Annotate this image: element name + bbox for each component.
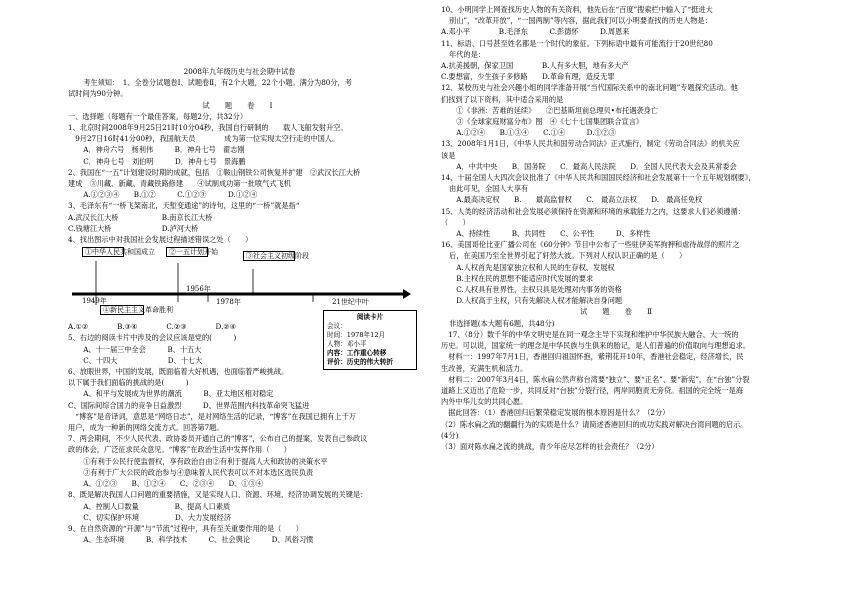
text-line: 17、（8分）数千年的中华文明史是在同一观念主导下实现和维护中华民族大融合、大一统的 xyxy=(441,329,739,339)
text-line: C、国际间综合国力的竞争日益激烈 D、世界范围内科技革命突飞猛进 xyxy=(68,400,310,410)
text-line: 年代的是： xyxy=(449,49,485,59)
text-line: “博客”是音译词，意思是“网络日志”，是对网络生活的记录，“博客”在我国已拥有上千万 xyxy=(68,411,356,421)
text-line: 3、毛泽东有“一桥飞架南北，天堑变通途”的诗句，这里的“一桥”就是指“ xyxy=(68,201,300,211)
text-line: 别山”，“改革开放”，“一国两制”等内容，据此我们可以小明要查找的历史人物是： xyxy=(449,16,712,26)
text-line: 14、十届全国人大四次会议批准了《中华人民共和国国民经济和社会发展第十一个五年规划纲要》， xyxy=(441,173,756,183)
text-line: C.要想富，少生孩子多修路 D.革命有理，造反无罪 xyxy=(441,72,615,82)
text-line: (4分) xyxy=(441,430,459,440)
text-line: C.人权具有世界性，主权只具是处理对内事务的资格 xyxy=(449,285,622,295)
timeline-box-2: ②一五计划开始 xyxy=(166,247,208,257)
text-line: 试 题 卷 Ⅰ xyxy=(202,100,277,110)
text-line: A.①② B.③④ C.②③ D.②④ xyxy=(68,322,237,332)
text-line: 一、选择题（每题有一个最佳答案，每题2分，共32分） xyxy=(68,111,248,121)
left-column xyxy=(68,66,411,545)
text-line: 考生须知： 1、全卷分试题卷Ⅰ、试题卷Ⅱ，有2个大题，22个小题。满分为80分，考 xyxy=(76,78,352,88)
timeline-box-4: ④新民主主义革命胜利 xyxy=(100,305,144,315)
text-line: A、十一届三中全会 B、十五大 xyxy=(76,344,202,354)
right-column xyxy=(441,4,795,452)
text-line: D.人权高于主权，只有先解决人权才能解决自身问题 xyxy=(449,296,623,306)
text-line: 生改善，充满生机和活力。 xyxy=(441,363,528,373)
text-line: 4、找出图示中对我国社会发展过程描述错误之处（ ） xyxy=(68,235,253,245)
text-line: 2、我国在“一五”计划建设时期的成就，包括 ①鞍山钢铁公司恢复并扩建 ②武汉长江大桥 xyxy=(68,167,361,177)
reading-card-row: 评价：历史的伟大转折 xyxy=(327,358,393,366)
text-line: 9月27日16时41分00秒，我国航天员 成为第一位实现太空行走的中国人。 xyxy=(68,134,340,144)
text-line: A、控制人口数量 B、提高人口素质 xyxy=(76,501,231,511)
text-line: C．神舟七号 刘伯明 D．神舟七号 景海鹏 xyxy=(76,156,246,166)
text-line: A．神舟六号 杨利伟 B．神舟七号 翟志刚 xyxy=(76,145,245,155)
text-line: 用户，成为一种新的网络交流方式。回答第7题。 xyxy=(68,423,224,433)
text-line: A.武汉长江大桥 B.南京长江大桥 xyxy=(68,212,213,222)
text-line: ①有利于公民行使监督权，享有政治自由②有利于提高人大和政协的决策水平 xyxy=(76,456,328,466)
text-line: （ ） xyxy=(441,217,470,227)
text-line: 5、右边的阅读卡片中涉及的会议应该是党的( ) xyxy=(68,333,237,343)
text-line: 13、2008年1月1日，《中华人民共和国劳动合同法》正式施行，制定《劳动合同法》的机关应 xyxy=(441,139,740,149)
text-line: 1、北京时间2008年9月25日21时10分04秒，我国自行研制的 载人飞船发射升空。 xyxy=(68,123,348,133)
text-line: 们找到了以下资料，其中适合采用的是 xyxy=(441,94,564,104)
text-line: （3）面对陈水扁之流的挑战，青少年应尽怎样的社会责任？（2分） xyxy=(441,441,659,451)
text-line: 试 题 卷 Ⅱ xyxy=(579,307,656,317)
text-line: 后，在美国乃至全世界引起了轩然大波。下列对人权认识正确的是（ ） xyxy=(449,251,687,261)
text-line: 15、人类的经济活动和社会发展必须保持在资源和环境的承载能力之内，这要求人们必须遵循： xyxy=(441,206,745,216)
text-line: 10、小明同学上网查找历史人物的有关资料，他先后在“百度”搜索栏中输入了“挺进大 xyxy=(441,5,713,14)
text-line: C.钱塘江大桥 D.泸河大桥 xyxy=(68,223,199,233)
text-line: A.①②④ B.①③④ C.①④ D.①②③ xyxy=(449,128,616,138)
text-line: 由此可见，全国人大享有 xyxy=(449,184,529,194)
text-line: 据此回答：（1）香港回归后繁荣稳定发展的根本原因是什么？（2分） xyxy=(441,408,670,418)
text-line: ③《全球家庭财富分布》图 ④《七十七国集团联合宣言》 xyxy=(449,117,644,127)
reading-card-row: 内容：工作重心转移 xyxy=(327,349,387,357)
timeline-year-2050: 21世纪中叶 xyxy=(332,298,369,307)
text-line: A、生态环境 B、科学技术 C、社会舆论 D、风俗习惯 xyxy=(76,535,314,545)
text-line: 该是 xyxy=(441,150,456,160)
reading-card xyxy=(323,310,417,370)
text-line: 试时间为90分钟。 xyxy=(68,89,128,99)
text-line: （2）陈水扁之流的翻疆行为的实质是什么？请简述香港回归的成功实践对解决台湾问题的启示。 xyxy=(441,419,748,429)
left-text-block-a xyxy=(68,66,411,245)
text-line: 道路上又迈出了危险一步，共同反对“台独”分裂行径，两岸同胞责无旁贷。祖国的完全统一是海 xyxy=(441,385,744,395)
text-line: 材料二：2007年3月4日，陈水扁公然声称台湾要“独立”、要“正名”、要“新宪”，在“台独”分裂 xyxy=(441,374,750,384)
timeline-box-1: ①中华人民共和国成立 xyxy=(82,247,124,257)
text-line: A、和平与发展成为世界的潮流 B、亚太地区相对稳定 xyxy=(76,389,274,399)
reading-card-heading: 阅读卡片 xyxy=(356,313,384,321)
text-line: 历史。可以说，国家统一的理念是中华民族与生俱来的胎记，是人们普遍的价值取向与理想追求。 xyxy=(441,341,751,351)
reading-card-row: 时间：1978年12月 xyxy=(327,331,386,339)
timeline-year-1978: 1978年 xyxy=(216,298,241,307)
text-line: A.抗美援朝，保家卫国 B.人有多大胆，地有多大产 xyxy=(441,61,629,71)
text-line: C、切实保护环境 D、大力发展经济 xyxy=(76,512,232,522)
text-line: A.①②③④ B.①② C.①②③ D.①②④ xyxy=(76,190,258,200)
text-line: A．中共中央 B．国务院 C．最高人民法院 D．全国人民代表大会及其常委会 xyxy=(449,161,737,171)
timeline-year-1956: 1956年 xyxy=(186,285,211,294)
text-line: C、十四大 D、十七大 xyxy=(76,355,203,365)
text-line: 11、标语、口号甚至姓名都是一个时代的象征。下列标语中最有可能流行于20世纪80 xyxy=(441,38,713,48)
text-line: A、持续性 B、共同性 C、公平性 D、多样性 xyxy=(449,229,651,239)
text-line: 材料一：1997年7月1日，香港回归祖国怀抱，紫荆花开10年，香港社会稳定，经济增长，民 xyxy=(441,352,744,362)
text-line: ①《非洲：苦难的延续》 ②巴基斯坦前总理贝•布托遇袭身亡 xyxy=(449,105,659,115)
text-line: A.最高决定权 B. 最高监督权 C. 最高立法权 D. 最高任免权 xyxy=(449,195,703,205)
text-line: A.人权首先是国家独立权和人民的生存权、发展权 xyxy=(449,262,615,272)
text-line: 内外中华儿女的共同心愿。 xyxy=(441,397,528,407)
text-line: 16、美国哥伦比亚广播公司在《60分钟》节目中公布了一些驻伊美军拘押和虐待战俘的照片之 xyxy=(441,240,740,250)
text-line: 7、两会期间，不少人民代表、政协委员开通自己的“博客”，公布自己的提案，发表自己参政议 xyxy=(68,434,368,444)
text-line: A、①②③ B、①②④ C、②③④ D、①③④ xyxy=(76,479,264,489)
text-line: 建成 ③川藏、新藏、青藏铁路修建 ④试制成功第一批喷气式飞机 xyxy=(68,179,291,189)
timeline-year-1949: 1949年 xyxy=(82,297,107,306)
text-line: 非选择题(本大题有6题，共48分) xyxy=(449,318,555,328)
text-line: A.邓小平 B.毛泽东 C.彭德怀 D.周恩来 xyxy=(441,27,630,37)
text-line: 以下属于我们面临的挑战的是( ) xyxy=(68,378,189,388)
text-line: 8、既是解决我国人口问题的重要措施，又是实现人口、资源、环境、经济协调发展的关键是： xyxy=(68,490,368,500)
text-line: 2008年九年级历史与社会期中试卷 xyxy=(183,67,296,76)
text-line: 政的体会，广泛征求民众意见。“博客”在政治生活中发挥作用（ ） xyxy=(68,445,291,455)
timeline-box-3: ③社会主义初级阶段 xyxy=(243,251,295,261)
text-line: 9、在自然资源的“开源”与“节流”过程中，具有至关重要作用的是（ ） xyxy=(68,523,303,533)
reading-card-row: 会议： xyxy=(327,322,347,330)
reading-card-row: 人物：邓小平 xyxy=(327,340,367,348)
text-line: ③有利于广大公民的政治参与④意味着人民代表可以不对本选区选民负责 xyxy=(76,467,314,477)
text-line: B.主权在民的思想不能适应时代发展的要求 xyxy=(449,273,594,283)
text-line: 6、放眼世界，中国的发展，既面临着大好机遇，也面临着严峻挑战。 xyxy=(68,367,289,377)
text-line: 12、某校历史与社会兴趣小组的同学准备开展“当代国际关系中的南北问题”专题探究活动。他 xyxy=(441,83,738,93)
